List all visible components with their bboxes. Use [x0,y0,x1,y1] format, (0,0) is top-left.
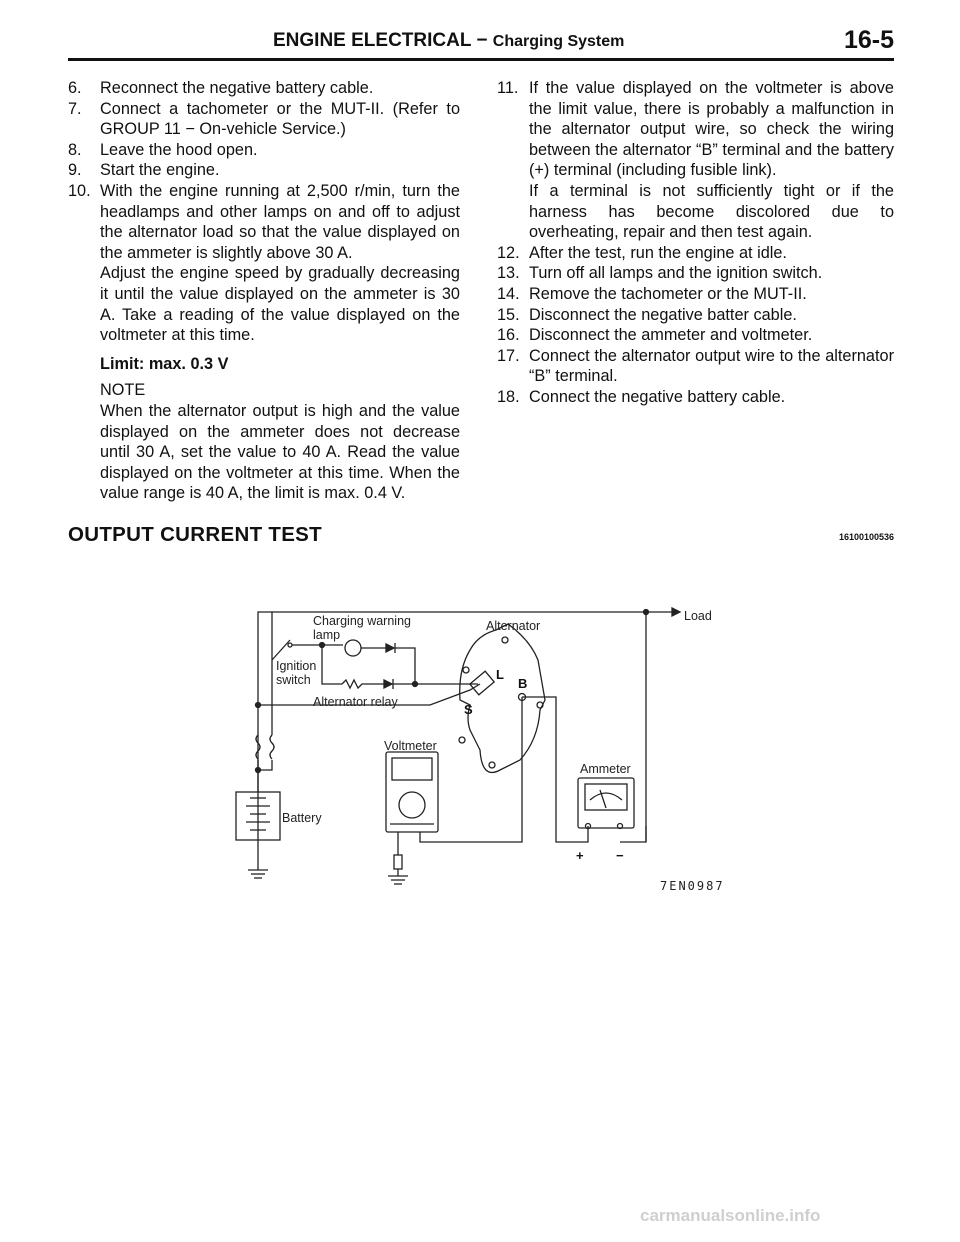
step-7: 7. Connect a tachometer or the MUT-II. (Refer to GROUP 11 − On-vehicle Service.) [68,99,460,139]
label-ammeter: Ammeter [580,762,631,776]
step-17: 17. Connect the alternator output wire to the alternator “B” terminal. [497,346,894,386]
limit-value: Limit: max. 0.3 V [100,354,229,373]
label-minus: − [616,848,624,863]
label-plus: + [576,848,584,863]
label-terminal-b: B [518,676,528,691]
section-code: 16100100536 [838,532,894,542]
step-10: 10. With the engine running at 2,500 r/min, turn the headlamps and other lamps on and off to adjust the alternator load so that the value displayed on the ammeter is slightly above 30 A. [68,181,460,262]
resistor-icon [342,680,384,688]
wire-b-to-voltmeter [420,697,522,842]
step-6: 6. Reconnect the negative battery cable. [68,79,374,97]
step-18: 18. Connect the negative battery cable. [497,387,786,406]
figure-code: 7EN0987 [660,879,725,893]
watermark: carmanualsonline.info [640,1206,821,1225]
ignition-switch-blade [272,640,290,660]
alternator-icon [460,624,545,773]
label-alternator-relay: Alternator relay [313,695,398,709]
section-subtitle: Charging System [492,33,625,50]
charging-warning-lamp-icon [345,640,361,656]
label-battery: Battery [282,811,322,825]
page-number: 16-5 [843,26,894,54]
ammeter-icon [578,778,634,828]
note-heading: NOTE [100,381,146,400]
label-voltmeter: Voltmeter [384,739,437,753]
step-10-continued: Adjust the engine speed by gradually decreasing it until the value displayed on the ammeter is 30 A. Take a reading of the value displayed on the voltmeter at this time. [100,264,460,345]
title-dash: − [476,30,488,51]
chapter-title: ENGINE ELECTRICAL [273,30,472,51]
load-arrow-icon [672,608,680,616]
label-ignition-2: switch [276,673,311,687]
label-charging-warning-lamp-2: lamp [313,628,341,642]
label-alternator: Alternator [486,619,541,633]
step-11-continued: If a terminal is not sufficiently tight or if the harness has become discolored due to overheating, repair and then test again. [529,181,894,242]
step-12: 12. After the test, run the engine at idle. [497,243,787,262]
label-terminal-l: L [496,667,504,682]
step-13: 13. Turn off all lamps and the ignition switch. [497,264,823,283]
step-9: 9. Start the engine. [68,161,220,180]
step-11: 11. If the value displayed on the voltmeter is above the limit value, there is probably a malfunction in the alternator output wire, so check the wiring between the alternator “B” terminal and the battery (+) terminal (including fusible link). [497,79,894,180]
label-ignition-1: Ignition [276,659,317,673]
label-load: Load [684,609,712,623]
step-15: 15. Disconnect the negative batter cable. [497,305,797,324]
step-14: 14. Remove the tachometer or the MUT-II. [497,284,807,303]
step-8: 8. Leave the hood open. [68,140,258,159]
section-title: OUTPUT CURRENT TEST [68,523,322,546]
label-terminal-s: S [464,702,473,717]
label-charging-warning-lamp-1: Charging warning [313,614,411,628]
step-16: 16. Disconnect the ammeter and voltmeter. [497,326,813,345]
note-text: When the alternator output is high and the value displayed on the ammeter does not decrease until 30 A, set the value to 40 A. Read the value displayed on the voltmeter at this time. When the value range is 40 A, the limit is max. 0.4 V. [100,401,460,503]
